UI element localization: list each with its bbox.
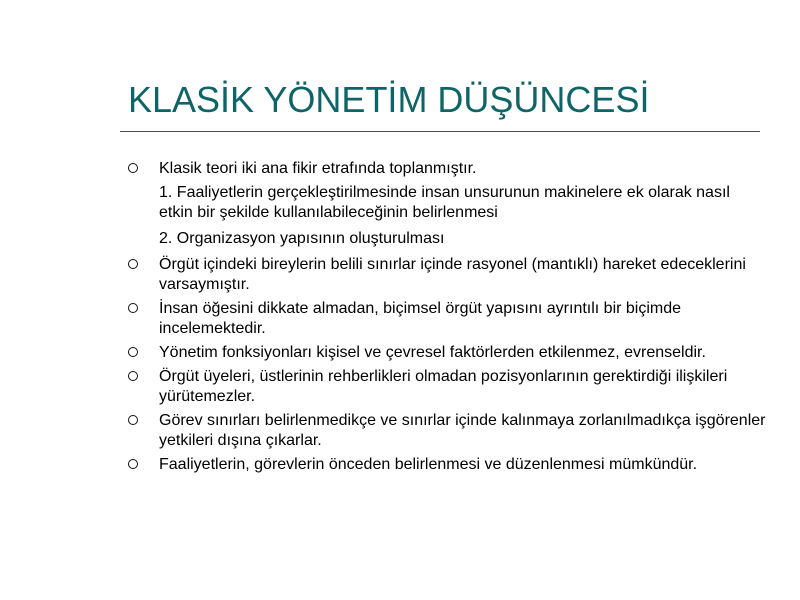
list-item-text: Yönetim fonksiyonları kişisel ve çevresel faktörlerden etkilenmez, evrenseldir. (159, 344, 706, 361)
slide-title: KLASİK YÖNETİM DÜŞÜNCESİ (128, 79, 650, 120)
hollow-circle-bullet-icon (128, 459, 138, 469)
list-item (128, 299, 768, 339)
list-item-text: Örgüt içindeki bireylerin belili sınırlar içinde rasyonel (mantıklı) hareket edeceklerini varsaymıştır. (159, 256, 746, 293)
hollow-circle-bullet-icon (128, 415, 138, 425)
sub-item: 2. Organizasyon yapısının oluşturulması (159, 230, 445, 247)
sub-item: 1. Faaliyetlerin gerçekleştirilmesinde insan unsurunun makinelere ek olarak nasıl etkin bir şekilde kullanılabileceğinin belirlenmesi (159, 184, 730, 221)
list-item-text: Örgüt üyeleri, üstlerinin rehberlikleri olmadan pozisyonlarının gerektirdiği ilişkileri yürütemezler. (159, 368, 728, 405)
list-item (128, 411, 768, 451)
list-item-text: Klasik teori iki ana fikir etrafında toplanmıştır. (159, 160, 477, 177)
hollow-circle-bullet-icon (128, 303, 138, 313)
list-item (128, 159, 768, 179)
list-item (128, 343, 768, 363)
bullet-list (128, 159, 768, 479)
list-item-text: Faaliyetlerin, görevlerin önceden belirlenmesi ve düzenlenmesi mümkündür. (159, 456, 698, 473)
list-item-text: Görev sınırları belirlenmedikçe ve sınırlar içinde kalınmaya zorlanılmadıkça işgörenler yetkileri dışına çıkarlar. (159, 412, 766, 449)
list-item (128, 367, 768, 407)
title-divider (120, 131, 760, 132)
list-item-text: İnsan öğesini dikkate almadan, biçimsel örgüt yapısını ayrıntılı bir biçimde incelemektedir. (159, 300, 682, 337)
hollow-circle-bullet-icon (128, 371, 138, 381)
list-item (128, 255, 768, 295)
list-item (128, 455, 768, 475)
hollow-circle-bullet-icon (128, 163, 138, 173)
hollow-circle-bullet-icon (128, 347, 138, 357)
hollow-circle-bullet-icon (128, 259, 138, 269)
